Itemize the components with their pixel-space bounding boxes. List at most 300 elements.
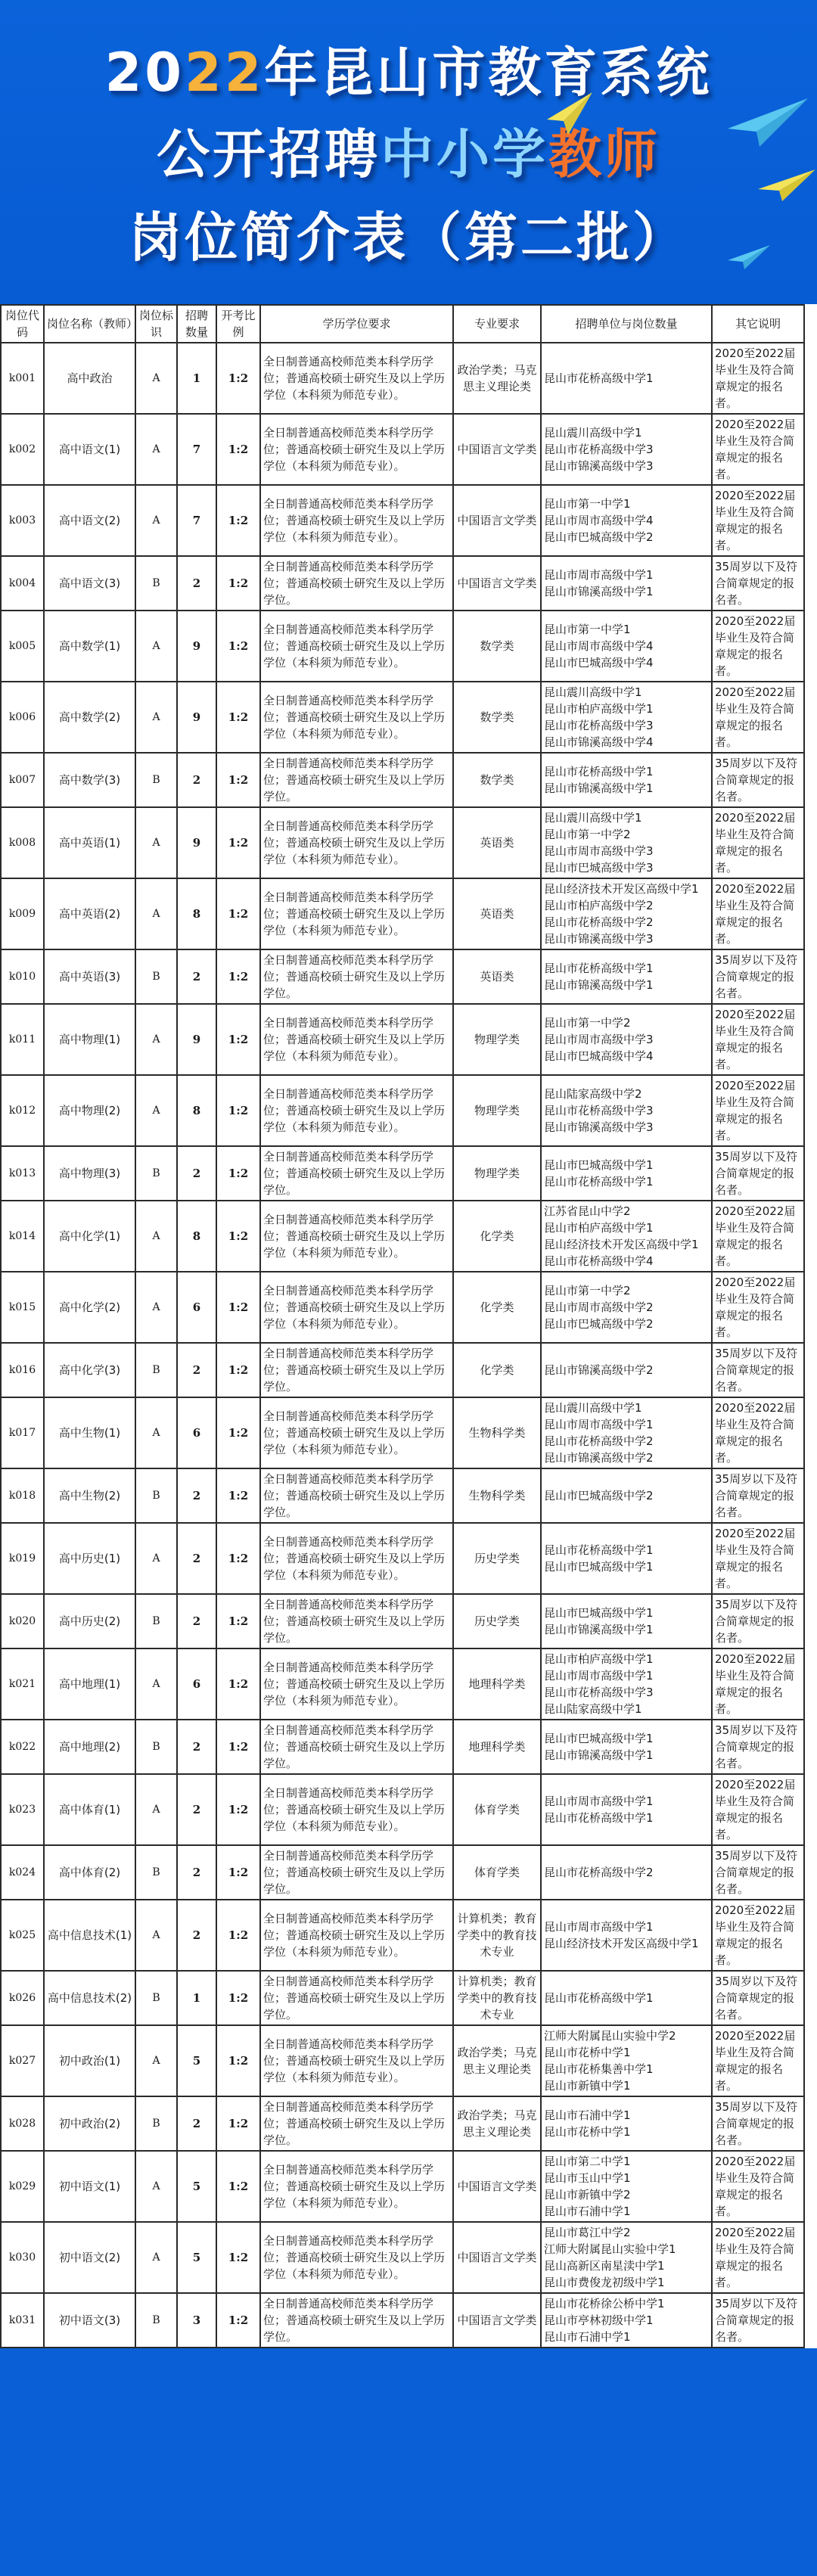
- hiring-unit: 昆山市巴城高级中学1: [544, 1732, 654, 1745]
- other-notes-cell: 35周岁以下及符合简章规定的报名者。: [712, 1343, 804, 1397]
- exam-ratio-cell: 1:2: [216, 1900, 260, 1971]
- hiring-unit: 昆山市柏庐高级中学1: [544, 1221, 654, 1235]
- hire-count-cell: 2: [177, 1594, 216, 1648]
- hiring-unit: 昆山震川高级中学1: [544, 811, 642, 825]
- hiring-unit: 昆山市花桥中学1: [544, 2125, 631, 2139]
- major-requirement-cell: 历史学类: [453, 1594, 541, 1648]
- position-flag-cell: A: [135, 343, 177, 414]
- hiring-unit: 昆山市花桥高级中学2: [544, 915, 654, 929]
- hiring-units-cell: [541, 2222, 712, 2293]
- position-code-cell: k005: [1, 611, 44, 682]
- table-row: [1, 1343, 804, 1397]
- hiring-unit: 昆山市亭林初级中学1: [544, 2313, 654, 2327]
- hiring-unit: 昆山市花桥高级中学1: [544, 962, 654, 975]
- hiring-units-cell: [541, 1201, 712, 1272]
- position-name-cell: 高中信息技术(2): [44, 1971, 135, 2025]
- other-notes-cell: 2020至2022届毕业生及符合简章规定的报名者。: [712, 2025, 804, 2096]
- title-highlight-schools: 中小学: [381, 123, 548, 185]
- hire-count-cell: 2: [177, 2096, 216, 2151]
- hire-count-cell: 2: [177, 556, 216, 611]
- hiring-unit: 昆山市新镇中学2: [544, 2188, 631, 2202]
- other-notes-cell: 35周岁以下及符合简章规定的报名者。: [712, 2293, 804, 2348]
- hiring-unit: 昆山市巴城高级中学1: [544, 1606, 654, 1620]
- hiring-unit: 昆山市花桥高级中学4: [544, 1254, 654, 1268]
- position-flag-cell: B: [135, 1594, 177, 1648]
- position-code-cell: k007: [1, 753, 44, 807]
- position-flag-cell: A: [135, 2222, 177, 2293]
- other-notes-cell: 2020至2022届毕业生及符合简章规定的报名者。: [712, 485, 804, 556]
- other-notes-cell: 2020至2022届毕业生及符合简章规定的报名者。: [712, 1272, 804, 1343]
- exam-ratio-cell: 1:2: [216, 485, 260, 556]
- position-flag-cell: B: [135, 1971, 177, 2025]
- education-requirement-cell: 全日制普通高校师范类本科学历学位；普通高校硕士研究生及以上学历学位。: [260, 2096, 453, 2151]
- major-requirement-cell: 中国语言文学类: [453, 556, 541, 611]
- position-code-cell: k030: [1, 2222, 44, 2293]
- hiring-units-cell: [541, 1004, 712, 1075]
- position-name-cell: 高中体育(1): [44, 1774, 135, 1845]
- hiring-unit: 昆山经济技术开发区高级中学1: [544, 1238, 699, 1251]
- hiring-units-cell: [541, 611, 712, 682]
- hiring-units-cell: [541, 2151, 712, 2222]
- other-notes-cell: 2020至2022届毕业生及符合简章规定的报名者。: [712, 1523, 804, 1594]
- education-requirement-cell: 全日制普通高校师范类本科学历学位；普通高校硕士研究生及以上学历学位（本科须为师范专业）。: [260, 1272, 453, 1343]
- position-code-cell: k020: [1, 1594, 44, 1648]
- position-flag-cell: A: [135, 682, 177, 753]
- major-requirement-cell: 地理科学类: [453, 1648, 541, 1720]
- table-row: [1, 611, 804, 682]
- paper-plane-blue-icon: [726, 97, 809, 148]
- hire-count-cell: 9: [177, 807, 216, 878]
- education-requirement-cell: 全日制普通高校师范类本科学历学位；普通高校硕士研究生及以上学历学位（本科须为师范专业）。: [260, 682, 453, 753]
- other-notes-cell: 2020至2022届毕业生及符合简章规定的报名者。: [712, 878, 804, 949]
- hiring-units-cell: [541, 343, 712, 414]
- hiring-units-cell: [541, 1720, 712, 1774]
- position-flag-cell: B: [135, 1146, 177, 1201]
- exam-ratio-cell: 1:2: [216, 1201, 260, 1272]
- hiring-unit: 昆山市锦溪高级中学1: [544, 978, 654, 992]
- hiring-unit: 昆山市玉山中学1: [544, 2171, 631, 2185]
- hiring-unit: 昆山高新区南星渎中学1: [544, 2259, 665, 2273]
- hiring-units-cell: [541, 1146, 712, 1201]
- position-name-cell: 高中语文(2): [44, 485, 135, 556]
- hiring-unit: 昆山市锦溪高级中学1: [544, 1623, 654, 1636]
- title-highlight-teachers: 教师: [548, 123, 660, 185]
- table-row: [1, 1075, 804, 1146]
- position-name-cell: 高中历史(2): [44, 1594, 135, 1648]
- table-row: [1, 1648, 804, 1720]
- position-flag-cell: B: [135, 1468, 177, 1523]
- hire-count-cell: 9: [177, 1004, 216, 1075]
- major-requirement-cell: 中国语言文学类: [453, 485, 541, 556]
- title-line-1: 2022年昆山市教育系统: [104, 42, 713, 104]
- hiring-unit: 昆山市花桥中学1: [544, 2046, 631, 2059]
- position-flag-cell: B: [135, 556, 177, 611]
- hire-count-cell: 2: [177, 1845, 216, 1900]
- hiring-units-cell: [541, 485, 712, 556]
- hiring-unit: 昆山经济技术开发区高级中学1: [544, 882, 699, 896]
- hiring-unit: 昆山市柏庐高级中学1: [544, 1652, 654, 1666]
- position-code-cell: k015: [1, 1272, 44, 1343]
- exam-ratio-cell: 1:2: [216, 1845, 260, 1900]
- column-header: 岗位名称（教师）: [44, 305, 135, 343]
- other-notes-cell: 2020至2022届毕业生及符合简章规定的报名者。: [712, 682, 804, 753]
- hiring-unit: 昆山市周市高级中学3: [544, 1033, 654, 1046]
- other-notes-cell: 35周岁以下及符合简章规定的报名者。: [712, 949, 804, 1004]
- table-row: [1, 1201, 804, 1272]
- hire-count-cell: 5: [177, 2222, 216, 2293]
- position-flag-cell: A: [135, 414, 177, 485]
- exam-ratio-cell: 1:2: [216, 343, 260, 414]
- position-code-cell: k025: [1, 1900, 44, 1971]
- education-requirement-cell: 全日制普通高校师范类本科学历学位；普通高校硕士研究生及以上学历学位（本科须为师范专业）。: [260, 611, 453, 682]
- education-requirement-cell: 全日制普通高校师范类本科学历学位；普通高校硕士研究生及以上学历学位（本科须为师范专业）。: [260, 878, 453, 949]
- hire-count-cell: 7: [177, 485, 216, 556]
- job-table: [0, 304, 805, 2348]
- position-name-cell: 高中化学(3): [44, 1343, 135, 1397]
- education-requirement-cell: 全日制普通高校师范类本科学历学位；普通高校硕士研究生及以上学历学位（本科须为师范专业）。: [260, 1397, 453, 1468]
- hiring-unit: 昆山市第一中学1: [544, 497, 631, 511]
- major-requirement-cell: 中国语言文学类: [453, 2222, 541, 2293]
- table-row: [1, 2151, 804, 2222]
- hire-count-cell: 8: [177, 1075, 216, 1146]
- position-name-cell: 高中英语(3): [44, 949, 135, 1004]
- hiring-unit: 昆山市周市高级中学1: [544, 1920, 654, 1934]
- other-notes-cell: 35周岁以下及符合简章规定的报名者。: [712, 1594, 804, 1648]
- education-requirement-cell: 全日制普通高校师范类本科学历学位；普通高校硕士研究生及以上学历学位。: [260, 556, 453, 611]
- hiring-unit: 昆山市锦溪高级中学1: [544, 585, 654, 598]
- exam-ratio-cell: 1:2: [216, 1468, 260, 1523]
- position-code-cell: k028: [1, 2096, 44, 2151]
- exam-ratio-cell: 1:2: [216, 2222, 260, 2293]
- hire-count-cell: 2: [177, 753, 216, 807]
- hiring-unit: 昆山市巴城高级中学2: [544, 1317, 654, 1331]
- hiring-unit: 昆山市花桥高级中学1: [544, 1175, 654, 1189]
- exam-ratio-cell: 1:2: [216, 556, 260, 611]
- exam-ratio-cell: 1:2: [216, 611, 260, 682]
- table-row: [1, 1971, 804, 2025]
- table-row: [1, 682, 804, 753]
- position-code-cell: k012: [1, 1075, 44, 1146]
- hiring-units-cell: [541, 1594, 712, 1648]
- hiring-unit: 昆山市锦溪高级中学3: [544, 459, 654, 473]
- hiring-unit: 江师大附属昆山实验中学1: [544, 2242, 676, 2256]
- column-header: 招聘单位与岗位数量: [541, 305, 712, 343]
- position-flag-cell: A: [135, 1272, 177, 1343]
- hire-count-cell: 1: [177, 1971, 216, 2025]
- hiring-unit: 昆山市巴城高级中学4: [544, 656, 654, 670]
- position-code-cell: k019: [1, 1523, 44, 1594]
- major-requirement-cell: 化学类: [453, 1272, 541, 1343]
- education-requirement-cell: 全日制普通高校师范类本科学历学位；普通高校硕士研究生及以上学历学位。: [260, 753, 453, 807]
- table-row: [1, 807, 804, 878]
- position-code-cell: k002: [1, 414, 44, 485]
- position-code-cell: k004: [1, 556, 44, 611]
- table-row: [1, 1146, 804, 1201]
- position-flag-cell: A: [135, 1774, 177, 1845]
- hiring-unit: 昆山市花桥徐公桥中学1: [544, 2297, 665, 2310]
- major-requirement-cell: 体育学类: [453, 1845, 541, 1900]
- exam-ratio-cell: 1:2: [216, 1146, 260, 1201]
- exam-ratio-cell: 1:2: [216, 878, 260, 949]
- exam-ratio-cell: 1:2: [216, 1004, 260, 1075]
- education-requirement-cell: 全日制普通高校师范类本科学历学位；普通高校硕士研究生及以上学历学位（本科须为师范专业）。: [260, 2151, 453, 2222]
- hiring-unit: 昆山市巴城高级中学4: [544, 1049, 654, 1063]
- position-flag-cell: A: [135, 611, 177, 682]
- hiring-unit: 昆山市新镇中学1: [544, 2079, 631, 2093]
- major-requirement-cell: 物理学类: [453, 1075, 541, 1146]
- position-name-cell: 初中语文(3): [44, 2293, 135, 2348]
- hiring-unit: 昆山市周市高级中学2: [544, 1300, 654, 1314]
- hiring-unit: 昆山市花桥高级中学2: [544, 1866, 654, 1879]
- hiring-unit: 江师大附属昆山实验中学2: [544, 2029, 676, 2043]
- hiring-units-cell: [541, 1774, 712, 1845]
- position-flag-cell: B: [135, 1343, 177, 1397]
- hiring-unit: 昆山市巴城高级中学3: [544, 861, 654, 875]
- position-flag-cell: A: [135, 2151, 177, 2222]
- position-name-cell: 初中政治(1): [44, 2025, 135, 2096]
- hiring-units-cell: [541, 1971, 712, 2025]
- column-header: 岗位代码: [1, 305, 44, 343]
- table-row: [1, 1900, 804, 1971]
- position-name-cell: 高中数学(2): [44, 682, 135, 753]
- hire-count-cell: 2: [177, 1468, 216, 1523]
- position-name-cell: 高中政治: [44, 343, 135, 414]
- hiring-unit: 昆山经济技术开发区高级中学1: [544, 1937, 699, 1950]
- hiring-unit: 昆山市周市高级中学1: [544, 568, 654, 582]
- hiring-units-cell: [541, 1900, 712, 1971]
- hire-count-cell: 9: [177, 611, 216, 682]
- hire-count-cell: 2: [177, 1720, 216, 1774]
- education-requirement-cell: 全日制普通高校师范类本科学历学位；普通高校硕士研究生及以上学历学位。: [260, 949, 453, 1004]
- major-requirement-cell: 物理学类: [453, 1146, 541, 1201]
- exam-ratio-cell: 1:2: [216, 2025, 260, 2096]
- table-row: [1, 1720, 804, 1774]
- position-flag-cell: A: [135, 807, 177, 878]
- major-requirement-cell: 化学类: [453, 1343, 541, 1397]
- hire-count-cell: 2: [177, 1900, 216, 1971]
- position-name-cell: 高中数学(3): [44, 753, 135, 807]
- column-header: 岗位标识: [135, 305, 177, 343]
- hiring-unit: 昆山市花桥高级中学3: [544, 1686, 654, 1699]
- position-name-cell: 初中语文(2): [44, 2222, 135, 2293]
- exam-ratio-cell: 1:2: [216, 1971, 260, 2025]
- hiring-unit: 昆山市巴城高级中学2: [544, 1489, 654, 1502]
- position-code-cell: k001: [1, 343, 44, 414]
- exam-ratio-cell: 1:2: [216, 1523, 260, 1594]
- hiring-unit: 昆山市周市高级中学1: [544, 1794, 654, 1808]
- major-requirement-cell: 数学类: [453, 611, 541, 682]
- hiring-unit: 昆山陆家高级中学1: [544, 1702, 642, 1716]
- major-requirement-cell: 数学类: [453, 753, 541, 807]
- hiring-unit: 昆山市花桥高级中学1: [544, 1543, 654, 1557]
- position-flag-cell: B: [135, 2293, 177, 2348]
- paper-plane-yellow-icon: [541, 91, 594, 136]
- position-flag-cell: A: [135, 1648, 177, 1720]
- other-notes-cell: 2020至2022届毕业生及符合简章规定的报名者。: [712, 2151, 804, 2222]
- exam-ratio-cell: 1:2: [216, 414, 260, 485]
- hire-count-cell: 2: [177, 1343, 216, 1397]
- hiring-units-cell: [541, 1075, 712, 1146]
- exam-ratio-cell: 1:2: [216, 1397, 260, 1468]
- major-requirement-cell: 体育学类: [453, 1774, 541, 1845]
- hiring-unit: 昆山市花桥高级中学3: [544, 443, 654, 456]
- hiring-unit: 昆山市周市高级中学3: [544, 844, 654, 858]
- other-notes-cell: 35周岁以下及符合简章规定的报名者。: [712, 1468, 804, 1523]
- position-code-cell: k010: [1, 949, 44, 1004]
- major-requirement-cell: 历史学类: [453, 1523, 541, 1594]
- position-name-cell: 高中物理(3): [44, 1146, 135, 1201]
- hiring-unit: 昆山市石浦中学1: [544, 2330, 631, 2344]
- position-name-cell: 高中英语(2): [44, 878, 135, 949]
- exam-ratio-cell: 1:2: [216, 1343, 260, 1397]
- hiring-unit: 昆山市花桥高级中学3: [544, 719, 654, 732]
- position-name-cell: 高中生物(1): [44, 1397, 135, 1468]
- exam-ratio-cell: 1:2: [216, 682, 260, 753]
- major-requirement-cell: 地理科学类: [453, 1720, 541, 1774]
- other-notes-cell: 2020至2022届毕业生及符合简章规定的报名者。: [712, 343, 804, 414]
- other-notes-cell: 35周岁以下及符合简章规定的报名者。: [712, 1720, 804, 1774]
- hiring-unit: 昆山市周市高级中学4: [544, 514, 654, 527]
- education-requirement-cell: 全日制普通高校师范类本科学历学位；普通高校硕士研究生及以上学历学位（本科须为师范专业）。: [260, 2222, 453, 2293]
- position-name-cell: 初中语文(1): [44, 2151, 135, 2222]
- education-requirement-cell: 全日制普通高校师范类本科学历学位；普通高校硕士研究生及以上学历学位（本科须为师范专业）。: [260, 1648, 453, 1720]
- position-flag-cell: A: [135, 485, 177, 556]
- position-name-cell: 高中物理(2): [44, 1075, 135, 1146]
- position-code-cell: k011: [1, 1004, 44, 1075]
- hiring-unit: 昆山市巴城高级中学1: [544, 1158, 654, 1172]
- position-name-cell: 高中化学(2): [44, 1272, 135, 1343]
- job-table-container: [0, 304, 817, 2348]
- education-requirement-cell: 全日制普通高校师范类本科学历学位；普通高校硕士研究生及以上学历学位（本科须为师范专业）。: [260, 1075, 453, 1146]
- column-header: 专业要求: [453, 305, 541, 343]
- table-row: [1, 2096, 804, 2151]
- hire-count-cell: 6: [177, 1648, 216, 1720]
- education-requirement-cell: 全日制普通高校师范类本科学历学位；普通高校硕士研究生及以上学历学位。: [260, 2293, 453, 2348]
- hire-count-cell: 6: [177, 1272, 216, 1343]
- other-notes-cell: 2020至2022届毕业生及符合简章规定的报名者。: [712, 1774, 804, 1845]
- position-flag-cell: A: [135, 1075, 177, 1146]
- hiring-unit: 昆山市费俊龙初级中学1: [544, 2276, 665, 2289]
- hire-count-cell: 2: [177, 949, 216, 1004]
- hiring-unit: 昆山市花桥集善中学1: [544, 2062, 654, 2076]
- hiring-unit: 昆山市巴城高级中学1: [544, 1560, 654, 1574]
- major-requirement-cell: 英语类: [453, 949, 541, 1004]
- other-notes-cell: 35周岁以下及符合简章规定的报名者。: [712, 2096, 804, 2151]
- hiring-unit: 昆山市锦溪高级中学1: [544, 782, 654, 795]
- exam-ratio-cell: 1:2: [216, 753, 260, 807]
- exam-ratio-cell: 1:2: [216, 2096, 260, 2151]
- major-requirement-cell: 中国语言文学类: [453, 2293, 541, 2348]
- table-row: [1, 414, 804, 485]
- major-requirement-cell: 政治学类；马克思主义理论类: [453, 343, 541, 414]
- hire-count-cell: 2: [177, 1523, 216, 1594]
- table-row: [1, 2025, 804, 2096]
- major-requirement-cell: 中国语言文学类: [453, 414, 541, 485]
- table-row: [1, 1004, 804, 1075]
- education-requirement-cell: 全日制普通高校师范类本科学历学位；普通高校硕士研究生及以上学历学位。: [260, 1845, 453, 1900]
- education-requirement-cell: 全日制普通高校师范类本科学历学位；普通高校硕士研究生及以上学历学位。: [260, 1343, 453, 1397]
- position-code-cell: k017: [1, 1397, 44, 1468]
- exam-ratio-cell: 1:2: [216, 949, 260, 1004]
- exam-ratio-cell: 1:2: [216, 2151, 260, 2222]
- exam-ratio-cell: 1:2: [216, 1648, 260, 1720]
- hiring-unit: 昆山市巴城高级中学2: [544, 530, 654, 544]
- table-row: [1, 1397, 804, 1468]
- exam-ratio-cell: 1:2: [216, 1594, 260, 1648]
- title-banner: [0, 0, 817, 304]
- exam-ratio-cell: 1:2: [216, 807, 260, 878]
- education-requirement-cell: 全日制普通高校师范类本科学历学位；普通高校硕士研究生及以上学历学位。: [260, 1146, 453, 1201]
- position-name-cell: 高中体育(2): [44, 1845, 135, 1900]
- hiring-unit: 昆山市花桥高级中学3: [544, 1104, 654, 1117]
- position-name-cell: 高中信息技术(1): [44, 1900, 135, 1971]
- hiring-units-cell: [541, 1397, 712, 1468]
- position-code-cell: k021: [1, 1648, 44, 1720]
- position-code-cell: k009: [1, 878, 44, 949]
- table-row: [1, 949, 804, 1004]
- other-notes-cell: 35周岁以下及符合简章规定的报名者。: [712, 753, 804, 807]
- major-requirement-cell: 英语类: [453, 878, 541, 949]
- position-flag-cell: B: [135, 1720, 177, 1774]
- hiring-units-cell: [541, 1523, 712, 1594]
- hiring-unit: 昆山市葛江中学2: [544, 2226, 631, 2239]
- education-requirement-cell: 全日制普通高校师范类本科学历学位；普通高校硕士研究生及以上学历学位（本科须为师范专业）。: [260, 343, 453, 414]
- major-requirement-cell: 计算机类；教育学类中的教育技术专业: [453, 1900, 541, 1971]
- position-flag-cell: A: [135, 1523, 177, 1594]
- hire-count-cell: 9: [177, 682, 216, 753]
- title-line-3: 岗位简介表（第二批）: [129, 207, 688, 269]
- hiring-unit: 昆山震川高级中学1: [544, 685, 642, 699]
- exam-ratio-cell: 1:2: [216, 1720, 260, 1774]
- position-name-cell: 高中语文(1): [44, 414, 135, 485]
- position-code-cell: k024: [1, 1845, 44, 1900]
- exam-ratio-cell: 1:2: [216, 1272, 260, 1343]
- other-notes-cell: 2020至2022届毕业生及符合简章规定的报名者。: [712, 414, 804, 485]
- other-notes-cell: 2020至2022届毕业生及符合简章规定的报名者。: [712, 1648, 804, 1720]
- table-row: [1, 1468, 804, 1523]
- position-name-cell: 高中生物(2): [44, 1468, 135, 1523]
- hiring-units-cell: [541, 753, 712, 807]
- hiring-unit: 昆山市石浦中学1: [544, 2205, 631, 2218]
- exam-ratio-cell: 1:2: [216, 1774, 260, 1845]
- exam-ratio-cell: 1:2: [216, 2293, 260, 2348]
- hiring-unit: 昆山市柏庐高级中学1: [544, 702, 654, 716]
- hire-count-cell: 2: [177, 1146, 216, 1201]
- hiring-unit: 昆山市周市高级中学1: [544, 1669, 654, 1683]
- position-name-cell: 高中地理(1): [44, 1648, 135, 1720]
- hiring-unit: 昆山震川高级中学1: [544, 426, 642, 440]
- hiring-unit: 昆山市第一中学1: [544, 623, 631, 636]
- paper-plane-blue-icon: [726, 244, 772, 271]
- hire-count-cell: 8: [177, 1201, 216, 1272]
- position-flag-cell: B: [135, 949, 177, 1004]
- position-code-cell: k016: [1, 1343, 44, 1397]
- column-header: 开考比例: [216, 305, 260, 343]
- education-requirement-cell: 全日制普通高校师范类本科学历学位；普通高校硕士研究生及以上学历学位。: [260, 1971, 453, 2025]
- position-name-cell: 高中物理(1): [44, 1004, 135, 1075]
- hiring-units-cell: [541, 556, 712, 611]
- education-requirement-cell: 全日制普通高校师范类本科学历学位；普通高校硕士研究生及以上学历学位（本科须为师范专业）。: [260, 1900, 453, 1971]
- position-code-cell: k027: [1, 2025, 44, 2096]
- exam-ratio-cell: 1:2: [216, 1075, 260, 1146]
- table-body: [1, 343, 804, 2348]
- position-flag-cell: B: [135, 1845, 177, 1900]
- hiring-units-cell: [541, 807, 712, 878]
- education-requirement-cell: 全日制普通高校师范类本科学历学位；普通高校硕士研究生及以上学历学位（本科须为师范专业）。: [260, 807, 453, 878]
- education-requirement-cell: 全日制普通高校师范类本科学历学位；普通高校硕士研究生及以上学历学位（本科须为师范专业）。: [260, 1201, 453, 1272]
- education-requirement-cell: 全日制普通高校师范类本科学历学位；普通高校硕士研究生及以上学历学位。: [260, 1594, 453, 1648]
- position-name-cell: 高中数学(1): [44, 611, 135, 682]
